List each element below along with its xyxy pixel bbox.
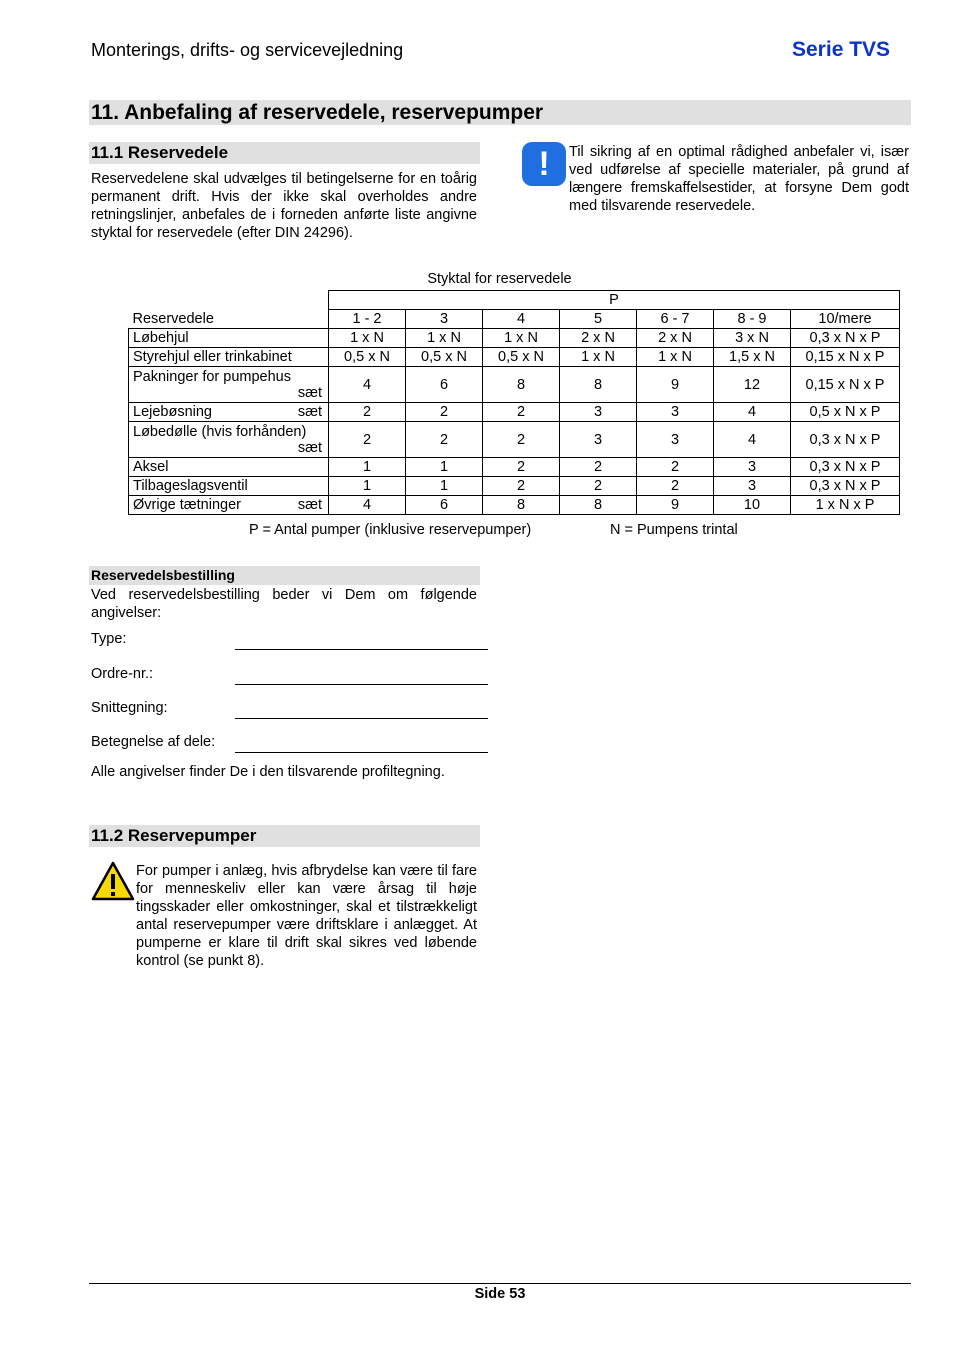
warning-triangle-icon xyxy=(91,861,135,901)
table-cell: 1 x N xyxy=(560,348,637,367)
table-cell: 1,5 x N xyxy=(714,348,791,367)
table-row xyxy=(129,348,900,367)
table-cell: 2 xyxy=(637,477,714,496)
part-name-cell xyxy=(129,458,329,477)
table-cell: 3 xyxy=(637,422,714,458)
table-cell: 0,5 x N x P xyxy=(791,403,900,422)
part-name: Aksel xyxy=(133,459,169,475)
table-cell: 3 xyxy=(560,422,637,458)
column-header: 6 - 7 xyxy=(637,310,714,329)
notice-text: Til sikring af en optimal rådighed anbefaler vi, især ved udførelse af specielle materialer, på grund af længere fremskaffelsestider, at forsyne Dem godt med tilsvarende reservedele. xyxy=(569,144,909,214)
order-note: Alle angivelser finder De i den tilsvarende profiltegning. xyxy=(91,764,445,780)
table-cell: 2 xyxy=(483,403,560,422)
table-cell: 0,15 x N x P xyxy=(791,348,900,367)
table-cell: 1 x N x P xyxy=(791,496,900,515)
table-cell: 9 xyxy=(637,496,714,515)
table-cell: 9 xyxy=(637,367,714,403)
table-cell: 4 xyxy=(329,496,406,515)
info-exclamation-icon: ! xyxy=(522,142,566,186)
row-header: Reservedele xyxy=(132,310,214,327)
table-cell: 2 xyxy=(406,403,483,422)
table-cell: 0,3 x N x P xyxy=(791,422,900,458)
part-unit: sæt xyxy=(297,439,322,456)
table-cell: 2 xyxy=(560,477,637,496)
table-cell: 8 xyxy=(560,367,637,403)
table-cell: 8 xyxy=(560,496,637,515)
column-header: 8 - 9 xyxy=(714,310,791,329)
table-cell: 4 xyxy=(714,422,791,458)
field-label-ordre: Ordre-nr.: xyxy=(91,666,154,682)
table-cell: 3 xyxy=(637,403,714,422)
table-row xyxy=(129,403,900,422)
table-cell: 2 xyxy=(483,458,560,477)
page-number: Side 53 xyxy=(474,1286,526,1302)
table-cell: 2 xyxy=(560,458,637,477)
part-name: Pakninger for pumpehus xyxy=(133,368,291,385)
field-snittegning-line[interactable] xyxy=(235,718,488,719)
part-name: Tilbageslagsventil xyxy=(133,478,248,494)
table-cell: 8 xyxy=(483,367,560,403)
column-header: 5 xyxy=(560,310,637,329)
table-cell: 6 xyxy=(406,367,483,403)
table-cell: 6 xyxy=(406,496,483,515)
series-title: Serie TVS xyxy=(792,38,891,61)
part-unit: sæt xyxy=(297,384,322,401)
field-label-type: Type: xyxy=(91,631,127,647)
table-cell: 1 xyxy=(329,477,406,496)
table-row xyxy=(129,367,900,403)
table-cell: 2 xyxy=(483,477,560,496)
part-name-cell xyxy=(129,477,329,496)
table-caption: Styktal for reservedele xyxy=(427,271,572,287)
table-cell: 0,3 x N x P xyxy=(791,458,900,477)
field-type-line[interactable] xyxy=(235,649,488,650)
table-cell: 4 xyxy=(329,367,406,403)
table-cell: 0,15 x N x P xyxy=(791,367,900,403)
part-name: Løbedølle (hvis forhånden) xyxy=(133,423,307,440)
legend-n: N = Pumpens trintal xyxy=(610,522,738,538)
table-cell: 2 x N xyxy=(637,329,714,348)
part-unit: sæt xyxy=(297,404,322,420)
table-cell: 1 xyxy=(406,477,483,496)
table-cell: 3 xyxy=(714,458,791,477)
field-betegnelse-line[interactable] xyxy=(235,752,488,753)
field-label-snittegning: Snittegning: xyxy=(91,700,168,716)
table-cell: 2 xyxy=(637,458,714,477)
table-row xyxy=(129,422,900,458)
part-name-cell xyxy=(129,496,329,515)
table-cell: 2 x N xyxy=(560,329,637,348)
table-cell: 4 xyxy=(714,403,791,422)
table-cell: 0,5 x N xyxy=(329,348,406,367)
table-row xyxy=(129,329,900,348)
table-cell: 2 xyxy=(483,422,560,458)
table-cell: 3 x N xyxy=(714,329,791,348)
table-cell: 1 xyxy=(406,458,483,477)
field-ordre-line[interactable] xyxy=(235,684,488,685)
column-header: 10/mere xyxy=(791,310,900,329)
table-cell: 0,5 x N xyxy=(406,348,483,367)
table-cell: 2 xyxy=(329,422,406,458)
table-cell: 0,5 x N xyxy=(483,348,560,367)
table-cell: 0,3 x N x P xyxy=(791,329,900,348)
table-cell: 8 xyxy=(483,496,560,515)
order-title: Reservedelsbestilling xyxy=(91,567,235,583)
part-name-cell xyxy=(129,422,329,458)
subsection-title-reservepumper: 11.2 Reservepumper xyxy=(91,826,257,845)
table-row xyxy=(129,477,900,496)
part-name: Løbehjul xyxy=(133,330,189,346)
part-name: Øvrige tætninger xyxy=(133,497,241,513)
legend-p: P = Antal pumper (inklusive reservepumper) xyxy=(249,522,532,538)
document-title: Monterings, drifts- og servicevejledning xyxy=(91,40,404,60)
column-header: 3 xyxy=(406,310,483,329)
part-unit: sæt xyxy=(297,497,322,513)
part-name: Lejebøsning xyxy=(133,404,212,420)
table-corner xyxy=(129,291,329,310)
part-name-cell xyxy=(129,403,329,422)
reservepumper-paragraph: For pumper i anlæg, hvis afbrydelse kan være til fare for menneskeliv eller kan være årsag til høje tingsskader eller omkostninger, skal et tilstrækkeligt antal reservepumper være driftsklare i anlægget. At pumperne er klare til drift skal sikres ved løbende kontrol (se punkt 8). xyxy=(136,863,477,969)
part-name-cell xyxy=(129,348,329,367)
table-cell: 12 xyxy=(714,367,791,403)
table-cell: 0,3 x N x P xyxy=(791,477,900,496)
table-cell: 1 x N xyxy=(329,329,406,348)
column-header: 1 - 2 xyxy=(329,310,406,329)
table-cell: 2 xyxy=(329,403,406,422)
footer-divider xyxy=(89,1283,911,1284)
part-name-cell xyxy=(129,329,329,348)
reservedele-paragraph: Reservedelene skal udvælges til betingelserne for en toårig permanent drift. Hvis der ikke skal overholdes andre retningslinjer, anbefales de i forneden anførte liste angivne styktal for reservedele (efter DIN 24296). xyxy=(91,171,477,241)
section-title: 11. Anbefaling af reservedele, reservepumper xyxy=(91,101,544,124)
table-cell: 2 xyxy=(406,422,483,458)
table-cell: 1 xyxy=(329,458,406,477)
table-cell: 1 x N xyxy=(406,329,483,348)
subsection-title-reservedele: 11.1 Reservedele xyxy=(91,143,229,162)
table-cell: 3 xyxy=(714,477,791,496)
order-intro: Ved reservedelsbestilling beder vi Dem om følgende angivelser: xyxy=(91,587,477,621)
table-row xyxy=(129,496,900,515)
table-row xyxy=(129,458,900,477)
table-cell: 10 xyxy=(714,496,791,515)
part-name: Styrehjul eller trinkabinet xyxy=(133,349,292,365)
spare-parts-table xyxy=(128,290,900,515)
table-cell: 1 x N xyxy=(637,348,714,367)
part-name-cell xyxy=(129,367,329,403)
column-header: 4 xyxy=(483,310,560,329)
field-label-betegnelse: Betegnelse af dele: xyxy=(91,734,216,750)
p-header: P xyxy=(329,291,900,310)
table-cell: 3 xyxy=(560,403,637,422)
table-cell: 1 x N xyxy=(483,329,560,348)
